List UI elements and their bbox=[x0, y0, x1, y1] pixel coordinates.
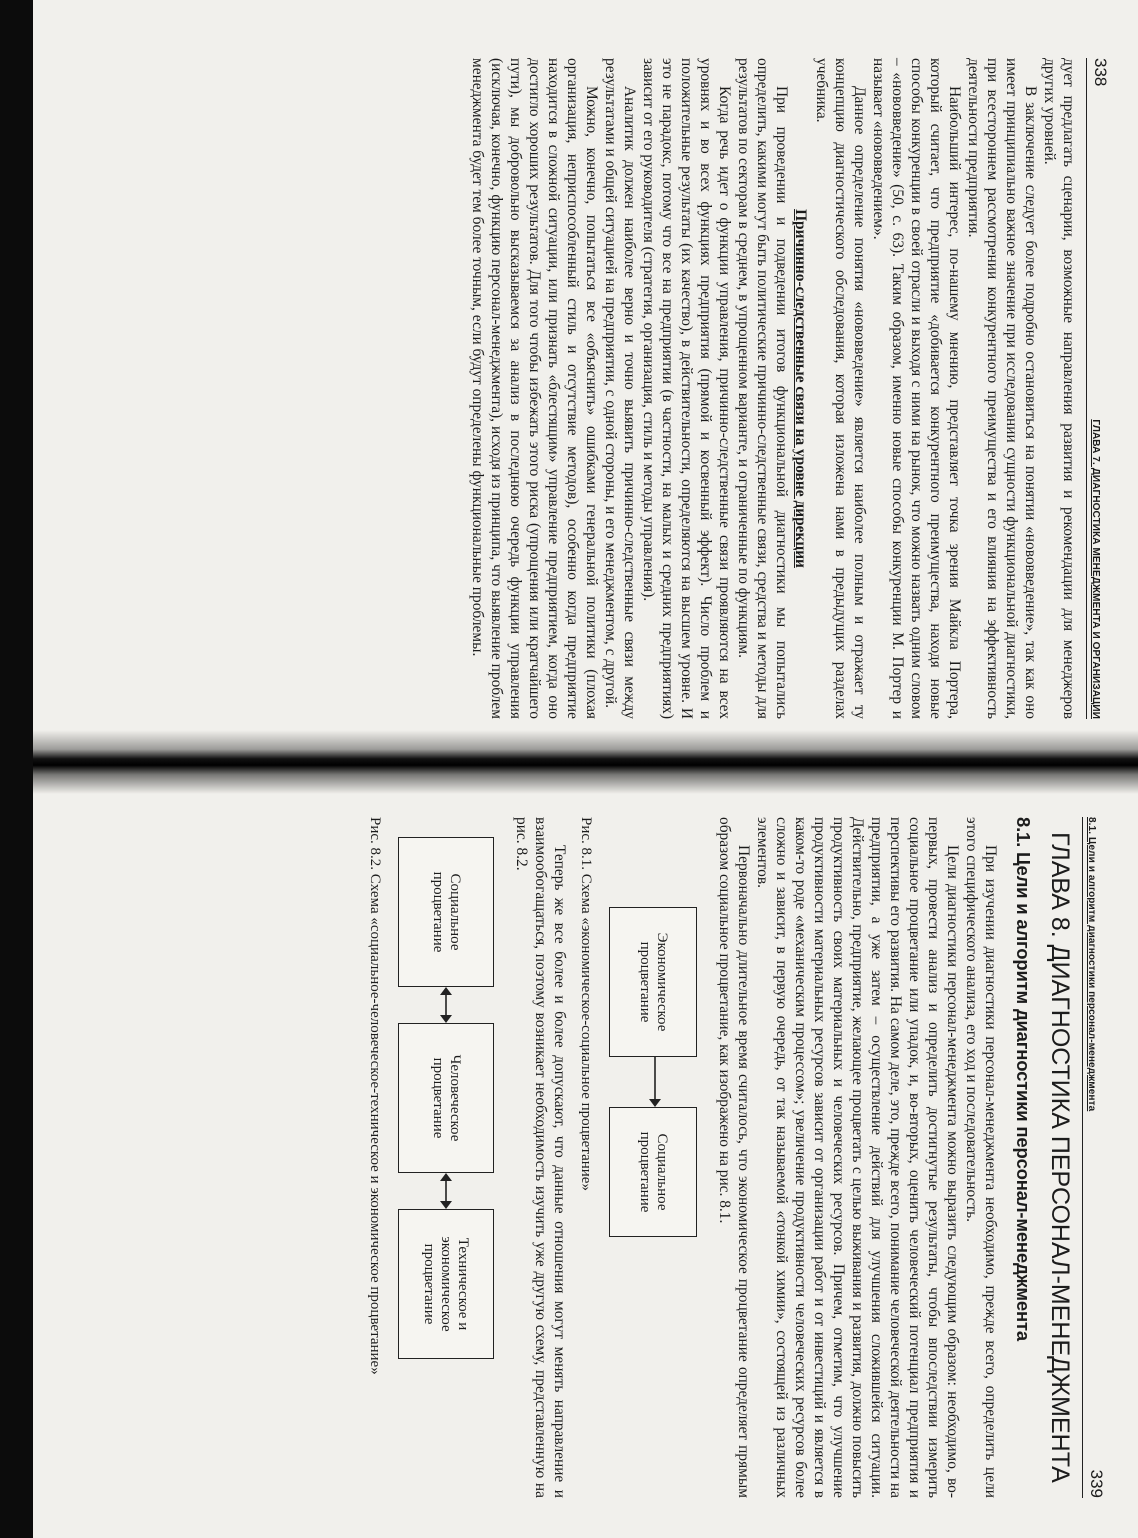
right-running-head bbox=[1082, 817, 1106, 1498]
paragraph: При проведении и подведении итогов функциональной диагностики мы попытались определить, какими могут быть политические причинно-следственные связи, средства и методы для результатов по секторам в среднем, в упрощенном варианте, и ограниченные по функциям. bbox=[735, 58, 790, 719]
paragraph: Первоначально длительное время считалось, что экономическое процветание определяет прямым образом социальное процветание, как изображено на рис. 8.1. bbox=[716, 817, 752, 1498]
right-page bbox=[0, 781, 1138, 1538]
technical-economic-prosperity-box: Техническое и экономическое процветание bbox=[398, 1209, 494, 1359]
paragraph: Аналитик должен наиболее верно и точно выявить причинно-следственные связи между результатами и общей ситуацией на предприятии, с одной стороны, и его менеджментом, с другой. bbox=[602, 58, 638, 719]
scan-bottom-edge bbox=[0, 0, 33, 1538]
paragraph: Когда речь идет о функции управления, причинно-следственные связи проявляются на всех уровнях и во всех функциях предприятия (прямой и косвенный эффект). Число проблем и положительные результаты (их качество), в действительности, определяются на высшем уровне. И это не парадокс, потому что все на предприятии (в частности, на малых и средних предприятиях) зависит от его руководителя (стратегия, организация, стиль и методы управления). bbox=[640, 58, 733, 719]
paragraph: Данное определение понятия «нововведение» является наиболее полным и отражает ту концепцию диагностического обследования, которая изложена нами в предыдущих разделах учебника. bbox=[813, 58, 868, 719]
paragraph: Наибольший интерес, по-нашему мнению, представляет точка зрения Майкла Портера, который считает, что предприятие «добивается конкурентного преимущества, находя новые способы конкуренции в своей отрасли и выходя с ними на рынок, что можно назвать одним словом – «нововведение» (50, с. 63). Таким образом, именно новые способы конкуренции М. Портер и называет «нововведением». bbox=[870, 58, 963, 719]
double-arrow-icon bbox=[434, 987, 458, 1023]
section-title: 8.1. Цели и алгоритм диагностики персонал-менеджмента bbox=[1013, 817, 1034, 1341]
left-subheading: Причинно-следственные связи на уровне дирекции bbox=[792, 209, 809, 568]
left-page-number: 338 bbox=[1091, 58, 1110, 87]
figure-8-1-caption: Рис. 8.1. Схема «экономическое-социальное процветание» bbox=[578, 817, 594, 1191]
social-prosperity-box: Социальное процветание bbox=[609, 1107, 697, 1237]
chapter-title: ГЛАВА 8. ДИАГНОСТИКА ПЕРСОНАЛ-МЕНЕДЖМЕНТА bbox=[1046, 832, 1074, 1483]
left-running-head-text: ГЛАВА 7. ДИАГНОСТИКА МЕНЕДЖМЕНТА И ОРГАНИЗАЦИИ bbox=[1090, 419, 1101, 719]
social-prosperity-box: Социальное процветание bbox=[398, 837, 494, 987]
paragraph: Можно, конечно, попытаться все «объяснить» ошибками генеральной политики (плохая организация, неприспособленный стиль и отсутствие методов), особенно когда предприятие находится в сложной ситуации, или признать «блестящим» управление предприятием, когда оно достигло хороших результатов. Для того чтобы избежать этого риска (упрощения или кратчайшего пути), мы добровольно высказываемся за анализ в последнюю очередь функции управления (исключая, конечно, функцию персонал-менеджмента), исходя из принципа, что выявление проблем менеджмента будет тем более точным, если будут определены функциональные проблемы. bbox=[469, 58, 600, 719]
left-page bbox=[0, 0, 1138, 745]
paragraph: дует предлагать сценарии, возможные направления развития и рекомендации для менеджеров других уровней. bbox=[1041, 58, 1077, 719]
right-running-head-text: 8.1. Цели и алгоритм диагностики персонал-менеджмента bbox=[1086, 817, 1097, 1112]
paragraph: В заключение следует более подробно остановиться на понятии «нововведение», так как оно имеет принципиально важное значение при исследовании сущности функциональной диагностики, при всестороннем рассмотрении конкурентного преимущества и его влияния на эффективность деятельности предприятия. bbox=[965, 58, 1039, 719]
figure-8-2 bbox=[388, 817, 504, 1498]
left-running-head bbox=[1086, 58, 1110, 719]
double-arrow-icon bbox=[434, 1173, 458, 1209]
paragraph: Теперь же все более и более допускают, что данные отношения могут менять направление и взаимообогащаться, поэтому возникает необходимость изучить уже другую схему, представленную на рис. 8.2. bbox=[513, 817, 568, 1498]
figure-8-1 bbox=[599, 817, 707, 1498]
right-page-number: 339 bbox=[1087, 1469, 1106, 1498]
economic-prosperity-box: Экономическое процветание bbox=[609, 907, 697, 1057]
figure-8-2-caption: Рис. 8.2. Схема «социальное-человеческое-техническое и экономическое процветание» bbox=[367, 817, 383, 1375]
paragraph: При изучении диагностики персонал-менеджмента необходимо, прежде всего, определить цели этого специфического анализа, его ход и последовательность. bbox=[963, 817, 999, 1498]
paragraph: Цели диагностики персонал-менеджмента можно выразить следующим образом: необходимо, во-первых, провести анализ и определить достигнутые результаты, чтобы впоследствии измерить социальное процветание или упадок, и, во-вторых, оценить человеческий потенциал предприятия и перспективы его развития. На самом деле, это, прежде всего, понимание человеческой деятельности на предприятии, а уже затем – осуществление действий для улучшения сложившейся ситуации. Действительно, предприятие, желающее процветать с целью выживания и развития, должно повысить продуктивность своих материальных и человеческих ресурсов. Причем, отметим, что улучшение продуктивности материальных ресурсов зависит от организации работ и от инвестиций и является в каком-то роде «механическим процессом»; увеличение продуктивности человеческих ресурсов более сложно и зависит, в первую очередь, от так называемой «тонкой химии», состоящей из различных элементов. bbox=[754, 817, 961, 1498]
human-prosperity-box: Человеческое процветание bbox=[398, 1023, 494, 1173]
right-arrow-icon bbox=[643, 1057, 667, 1107]
